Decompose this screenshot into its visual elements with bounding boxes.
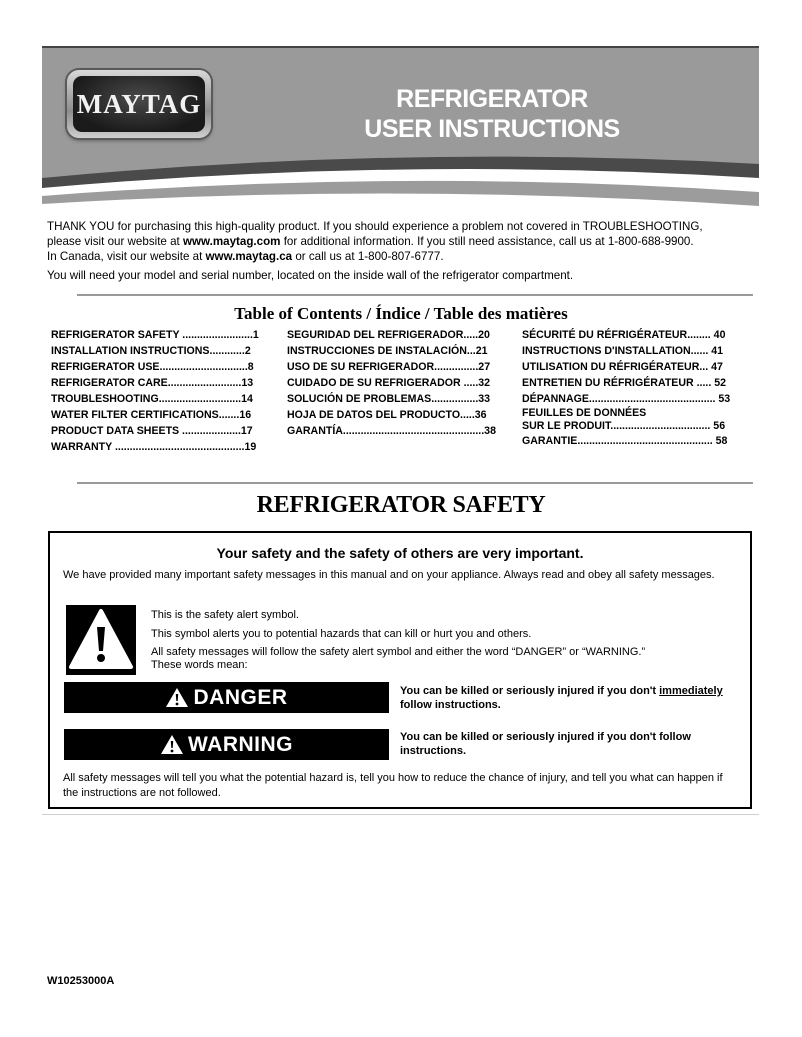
toc-entry[interactable]: PRODUCT DATA SHEETS ....................17 (51, 425, 253, 437)
safety-heading: REFRIGERATOR SAFETY (256, 492, 546, 518)
intro-paragraph-2: You will need your model and serial number, located on the inside wall of the refrigerator compartment. (47, 269, 574, 282)
intro-text (47, 219, 757, 283)
safety-footer: All safety messages will tell you what the potential hazard is, tell you how to reduce the chance of injury, and tell you what can happen if the instructions are not followed. (63, 772, 723, 799)
toc-entry[interactable]: REFRIGERATOR USE..............................8 (51, 361, 254, 373)
safety-alert-icon (66, 605, 136, 675)
toc-entry[interactable]: SEGURIDAD DEL REFRIGERADOR.....20 (287, 329, 490, 341)
alert-line-text: All safety messages will follow the safety alert symbol and either the word “DANGER” or “WARNING.” (151, 646, 646, 658)
warning-description: You can be killed or seriously injured if you don't follow instructions. (400, 731, 691, 757)
toc-entry[interactable]: REFRIGERATOR SAFETY ........................1 (51, 329, 259, 341)
safety-subtitle: Your safety and the safety of others are very important. (216, 545, 584, 561)
toc-title: Table of Contents / Índice / Table des matières (234, 304, 568, 323)
toc-entry[interactable]: HOJA DE DATOS DEL PRODUCTO.....36 (287, 409, 487, 421)
toc-entry[interactable]: WATER FILTER CERTIFICATIONS.......16 (51, 409, 252, 421)
title-line-2: USER INSTRUCTIONS (364, 115, 620, 143)
toc-entry[interactable]: CUIDADO DE SU REFRIGERADOR .....32 (287, 377, 491, 389)
alert-line (151, 646, 731, 672)
intro-line-3b: or call us at 1-800-807-6777. (292, 250, 444, 263)
alert-explanation (151, 608, 731, 677)
toc-entry[interactable]: SÉCURITÉ DU RÉFRIGÉRATEUR........ 40 (522, 329, 726, 341)
toc-entry[interactable]: UTILISATION DU RÉFRIGÉRATEUR... 47 (522, 361, 723, 373)
divider-middle (77, 482, 753, 484)
intro-paragraph-1 (47, 219, 757, 264)
toc-entry[interactable]: INSTRUCTIONS D'INSTALLATION...... 41 (522, 345, 724, 357)
toc-entry[interactable]: INSTALLATION INSTRUCTIONS............2 (51, 345, 251, 357)
warning-triangle-icon (160, 734, 184, 755)
toc-entry[interactable]: SUR LE PRODUIT.................................. 56 (522, 420, 726, 432)
toc-column-french (522, 327, 730, 449)
header-banner (42, 46, 759, 212)
toc-entry[interactable]: SOLUCIÓN DE PROBLEMAS................33 (287, 393, 491, 405)
website-link-us[interactable]: www.maytag.com (182, 235, 281, 248)
danger-signal-bar (64, 682, 389, 713)
toc-entry[interactable]: ENTRETIEN DU RÉFRIGÉRATEUR ..... 52 (522, 377, 727, 389)
alert-line: This symbol alerts you to potential hazards that can kill or hurt you and others. (151, 628, 532, 640)
intro-line-3a: In Canada, visit our website at (47, 250, 206, 263)
toc-column-spanish (287, 327, 496, 439)
document-title (322, 84, 662, 144)
danger-text-a: You can be killed or seriously injured if you don't (400, 685, 660, 697)
toc-entry[interactable]: GARANTIE.............................................. 58 (522, 435, 728, 447)
alert-line-text: These words mean: (151, 659, 248, 671)
toc-entry[interactable]: USO DE SU REFRIGERADOR...............27 (287, 361, 491, 373)
warning-label: WARNING (188, 732, 293, 756)
intro-line-2a: please visit our website at (47, 235, 183, 248)
divider-top (77, 294, 753, 296)
logo-badge (73, 76, 205, 132)
toc-entry[interactable]: INSTRUCCIONES DE INSTALACIÓN...21 (287, 345, 488, 357)
toc-entry[interactable]: GARANTÍA................................................38 (287, 425, 496, 437)
divider-bottom (42, 814, 759, 815)
danger-text-b: follow instructions. (400, 699, 501, 711)
toc-entry[interactable]: TROUBLESHOOTING............................14 (51, 393, 253, 405)
intro-line-1: THANK YOU for purchasing this high-quality product. If you should experience a problem not covered in TROUBLESHOOTING, (47, 220, 703, 233)
danger-label: DANGER (193, 685, 288, 709)
toc-entry[interactable]: DÉPANNAGE........................................... 53 (522, 393, 731, 405)
intro-line-2b: for additional information. If you still need assistance, call us at 1-800-688-9900. (280, 235, 694, 248)
toc-entry[interactable]: WARRANTY ............................................19 (51, 441, 257, 453)
title-line-1: REFRIGERATOR (396, 85, 588, 113)
toc-entry-title-part[interactable]: FEUILLES DE DONNÉES (522, 407, 647, 419)
warning-triangle-icon (165, 687, 189, 708)
logo-text: MAYTAG (76, 88, 202, 119)
toc-column-english (51, 327, 259, 455)
safety-intro: We have provided many important safety messages in this manual and on your appliance. Always read and obey all safety messages. (63, 569, 715, 581)
website-link-ca[interactable]: www.maytag.ca (205, 250, 293, 263)
document-number: W10253000A (47, 975, 115, 987)
danger-description (400, 684, 750, 712)
danger-text-emphasis: immediately (659, 685, 723, 697)
toc-entry[interactable]: REFRIGERATOR CARE.........................13 (51, 377, 254, 389)
maytag-logo (67, 70, 211, 138)
alert-line: This is the safety alert symbol. (151, 609, 299, 621)
warning-signal-bar (64, 729, 389, 760)
safety-box (48, 531, 752, 809)
